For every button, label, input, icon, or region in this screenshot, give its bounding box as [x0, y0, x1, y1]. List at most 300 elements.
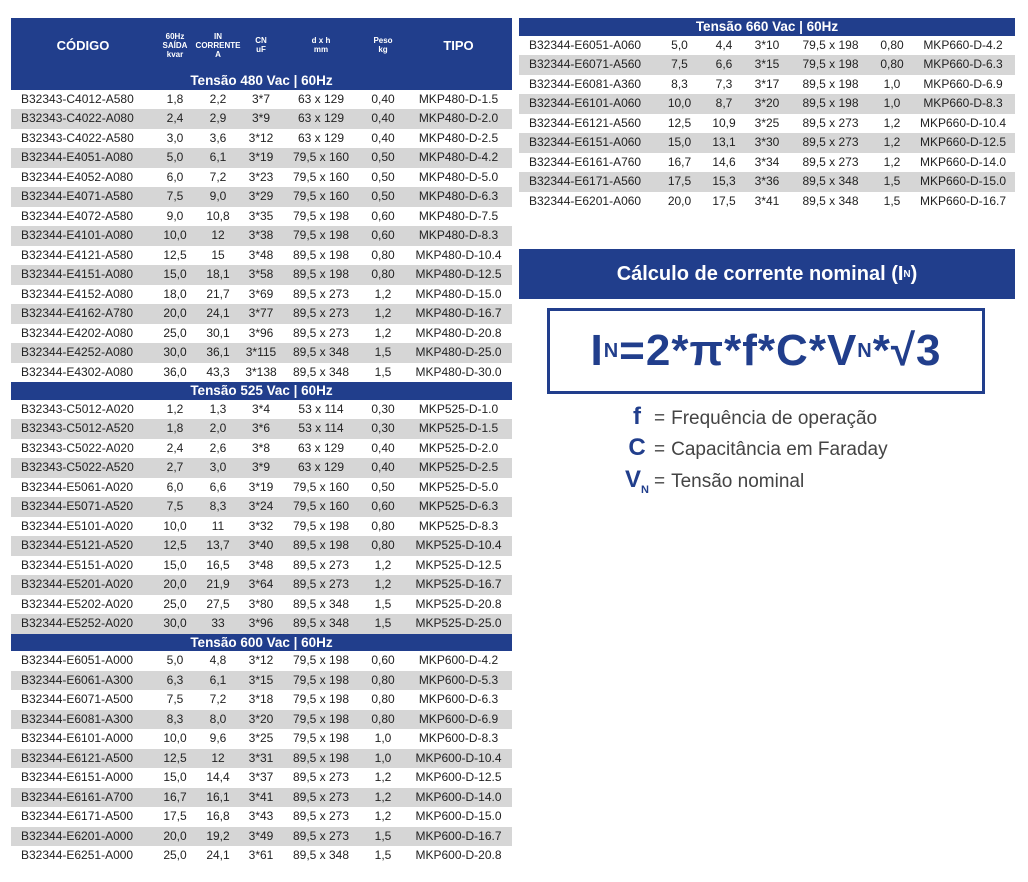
table-cell: B32344-E6161-A700 [21, 789, 134, 804]
table-cell: 15,3 [712, 174, 736, 188]
table-cell: 79,5 x 160 [292, 479, 350, 494]
table-cell: B32343-C4012-A580 [21, 91, 134, 106]
table-cell: 3*64 [248, 577, 274, 591]
table-cell: 0,30 [371, 421, 395, 435]
table-row [11, 419, 512, 439]
table-cell: 3*12 [248, 130, 274, 145]
table-cell: 53 x 114 [298, 421, 344, 435]
table-cell: 1,0 [883, 96, 901, 110]
table-cell: 15 [211, 247, 225, 262]
table-cell: 6,1 [209, 672, 227, 687]
table-cell: B32344-E6071-A560 [529, 57, 642, 71]
table-cell: 3*32 [248, 518, 274, 533]
table-cell: 79,5 x 198 [292, 228, 350, 242]
table-row [11, 187, 512, 207]
table-cell: MKP600-D-6.3 [418, 692, 499, 706]
table-row [519, 36, 1015, 56]
table-cell: MKP525-D-5.0 [418, 479, 499, 494]
table-cell: 15,0 [163, 770, 187, 784]
table-cell: B32344-E5151-A020 [21, 557, 134, 572]
table-row [11, 788, 512, 808]
table-row [11, 729, 512, 749]
table-row [11, 246, 512, 266]
table-cell: 79,5 x 198 [802, 57, 859, 71]
table-cell: 0,40 [371, 130, 395, 145]
table-cell: 3*58 [248, 267, 274, 281]
table-row [11, 168, 512, 188]
header-kvar: 60Hz SAÍDA kvar [162, 31, 188, 59]
table-cell: 89,5 x 273 [292, 286, 350, 301]
table-cell: 8,3 [671, 76, 688, 91]
table-cell: 3*9 [251, 111, 271, 125]
table-row [519, 75, 1015, 95]
table-cell: MKP660-D-12.5 [919, 135, 1007, 149]
table-cell: MKP480-D-15.0 [415, 286, 502, 301]
table-cell: 79,5 x 160 [292, 150, 350, 164]
table-cell: 89,5 x 348 [802, 193, 859, 208]
rows-480 [11, 90, 512, 383]
table-cell: B32344-E4252-A080 [21, 345, 134, 359]
table-cell: B32344-E6071-A500 [21, 692, 134, 706]
table-cell: 3*36 [754, 174, 780, 188]
table-cell: 15,0 [667, 135, 692, 149]
table-cell: 21,9 [206, 577, 230, 591]
rows-660 [519, 36, 1015, 212]
table-cell: 33 [211, 616, 225, 630]
table-cell: B32343-C5022-A020 [21, 440, 134, 455]
calc-title-sub: N [903, 268, 911, 280]
table-cell: 17,5 [667, 174, 692, 188]
table-cell: 3*7 [251, 91, 271, 106]
table-cell: 0,80 [371, 267, 395, 281]
table-cell: B32344-E6121-A560 [529, 115, 642, 130]
table-cell: 8,0 [209, 711, 227, 726]
table-cell: 7,5 [671, 57, 688, 71]
table-cell: 36,0 [163, 364, 187, 379]
table-cell: MKP660-D-15.0 [919, 174, 1007, 188]
table-cell: 1,8 [166, 421, 184, 435]
table-cell: 1,0 [374, 731, 392, 745]
table-cell: MKP480-D-4.2 [418, 150, 499, 164]
table-cell: B32344-E4202-A080 [21, 325, 134, 340]
table-cell: 20,0 [163, 306, 187, 320]
table-cell: 0,80 [880, 57, 904, 71]
table-row [11, 207, 512, 227]
table-cell: 21,7 [206, 286, 230, 301]
table-cell: 89,5 x 198 [292, 750, 350, 765]
table-cell: 7,2 [209, 692, 227, 706]
table-cell: 53 x 114 [298, 401, 344, 416]
table-cell: 2,6 [209, 440, 227, 455]
table-cell: MKP660-D-6.3 [923, 57, 1003, 71]
table-cell: 6,0 [166, 169, 184, 184]
table-cell: 3*29 [248, 189, 274, 203]
table-row [11, 595, 512, 615]
table-cell: 63 x 129 [297, 130, 345, 145]
table-cell: 9,6 [209, 731, 227, 745]
table-cell: 17,5 [712, 193, 736, 208]
table-row [11, 363, 512, 383]
table-cell: 1,5 [374, 848, 392, 862]
table-cell: MKP480-D-1.5 [418, 91, 499, 106]
table-cell: B32344-E4302-A080 [21, 364, 134, 379]
table-cell: 79,5 x 198 [292, 208, 350, 223]
table-cell: 0,60 [371, 653, 395, 667]
table-row [11, 109, 512, 129]
calc-title-end: ) [910, 262, 918, 285]
table-cell: 1,2 [374, 770, 392, 784]
table-cell: 1,2 [374, 809, 392, 823]
table-row [11, 556, 512, 576]
table-cell: MKP480-D-30.0 [415, 364, 502, 379]
table-cell: 3*19 [248, 150, 274, 164]
table-cell: B32344-E5101-A020 [21, 518, 134, 533]
table-cell: B32343-C5022-A520 [21, 460, 134, 474]
section-525: Tensão 525 Vac | 60Hz [11, 382, 512, 400]
table-row [11, 458, 512, 478]
table-cell: 8,3 [209, 499, 227, 513]
table-cell: MKP600-D-20.8 [415, 848, 502, 862]
table-row [519, 192, 1015, 212]
table-cell: 3*19 [248, 479, 274, 494]
table-cell: 36,1 [206, 345, 230, 359]
table-cell: B32344-E6161-A760 [529, 154, 642, 169]
table-cell: MKP525-D-10.4 [415, 538, 502, 552]
table-cell: 0,60 [371, 499, 395, 513]
table-cell: 0,60 [371, 208, 395, 223]
legend-symbol: f [633, 403, 641, 430]
table-cell: 3*48 [248, 557, 274, 572]
table-cell: 3*40 [248, 538, 274, 552]
section-600: Tensão 600 Vac | 60Hz [11, 634, 512, 652]
table-cell: 89,5 x 273 [292, 577, 350, 591]
table-row [11, 768, 512, 788]
legend-symbol: $V_N$ [625, 466, 649, 496]
table-cell: 3*96 [248, 616, 274, 630]
table-row [519, 133, 1015, 153]
table-cell: MKP480-D-12.5 [415, 267, 502, 281]
table-cell: 10,9 [712, 115, 736, 130]
table-cell: MKP480-D-25.0 [415, 345, 502, 359]
table-cell: 7,5 [166, 692, 184, 706]
table-cell: MKP600-D-6.9 [418, 711, 499, 726]
table-cell: 20,0 [667, 193, 692, 208]
table-cell: 1,2 [883, 154, 901, 169]
table-cell: 3*12 [248, 653, 274, 667]
table-row [11, 304, 512, 324]
table-cell: MKP600-D-8.3 [418, 731, 499, 745]
formula-mid: =2*π*f*C*V [619, 326, 858, 375]
table-cell: 12,5 [163, 750, 187, 765]
table-row [11, 807, 512, 827]
table-cell: 63 x 129 [297, 440, 345, 455]
table-cell: 89,5 x 348 [292, 364, 350, 379]
table-cell: MKP660-D-10.4 [919, 115, 1007, 130]
legend-text: Capacitância em Faraday [671, 439, 888, 460]
table-cell: 89,5 x 273 [802, 135, 859, 149]
table-cell: MKP600-D-4.2 [418, 653, 499, 667]
table-cell: 79,5 x 198 [292, 518, 350, 533]
table-cell: B32344-E5202-A020 [21, 596, 134, 611]
table-row [11, 690, 512, 710]
table-cell: B32344-E4152-A080 [21, 286, 134, 301]
table-cell: 27,5 [206, 596, 230, 611]
table-cell: B32344-E6101-A000 [21, 731, 134, 745]
table-cell: 1,8 [166, 91, 184, 106]
table-cell: MKP480-D-20.8 [415, 325, 502, 340]
table-cell: 18,1 [206, 267, 230, 281]
table-cell: 3,6 [209, 130, 227, 145]
table-cell: 3,0 [209, 460, 227, 474]
header-codigo: CÓDIGO [56, 37, 110, 53]
table-row [11, 343, 512, 363]
table-cell: 14,4 [206, 770, 230, 784]
table-cell: 9,0 [209, 189, 227, 203]
table-cell: 3*43 [248, 809, 274, 823]
table-cell: 17,5 [163, 809, 187, 823]
table-cell: MKP480-D-16.7 [415, 306, 502, 320]
table-cell: 5,0 [671, 37, 688, 52]
table-cell: 10,0 [163, 228, 187, 242]
table-cell: B32344-E6151-A060 [529, 135, 642, 149]
table-row [11, 710, 512, 730]
table-cell: 10,0 [667, 96, 692, 110]
table-cell: 8,3 [166, 711, 184, 726]
table-cell: 3*69 [248, 286, 274, 301]
table-cell: 16,7 [163, 789, 187, 804]
table-row [11, 324, 512, 344]
table-cell: 4,8 [209, 653, 227, 667]
table-cell: 18,0 [163, 286, 187, 301]
table-cell: 3*18 [248, 692, 274, 706]
table-cell: 0,80 [371, 711, 395, 726]
header-corrente: IN CORRENTE A [195, 31, 241, 59]
legend-text: Frequência de operação [671, 408, 878, 429]
table-cell: 12 [211, 228, 225, 242]
table-cell: 1,3 [209, 401, 227, 416]
table-cell: 25,0 [163, 848, 187, 862]
legend-equals: = [654, 408, 666, 429]
table-cell: B32344-E4162-A780 [21, 306, 134, 320]
table-cell: 1,5 [883, 193, 901, 208]
table-cell: 0,40 [371, 91, 395, 106]
table-cell: 3*34 [754, 154, 780, 169]
calc-title-banner [519, 249, 1015, 299]
table-row [11, 749, 512, 769]
table-cell: MKP480-D-2.5 [418, 130, 499, 145]
table-cell: B32344-E6171-A560 [529, 174, 642, 188]
table-cell: 89,5 x 273 [292, 789, 350, 804]
table-cell: B32344-E5201-A020 [21, 577, 134, 591]
table-cell: 63 x 129 [297, 111, 345, 125]
table-cell: 0,80 [371, 247, 395, 262]
table-cell: MKP600-D-12.5 [415, 770, 502, 784]
table-cell: B32344-E6101-A060 [529, 96, 642, 110]
table-cell: MKP525-D-6.3 [418, 499, 499, 513]
table-row [11, 478, 512, 498]
table-cell: B32344-E4101-A080 [21, 228, 134, 242]
table-cell: 12 [211, 750, 225, 765]
table-cell: MKP525-D-20.8 [415, 596, 502, 611]
table-cell: B32344-E6201-A000 [21, 828, 134, 843]
table-cell: 3*48 [248, 247, 274, 262]
table-cell: 3*20 [754, 96, 780, 110]
table-row [11, 517, 512, 537]
table-cell: 0,80 [371, 692, 395, 706]
table-cell: B32344-E5061-A020 [21, 479, 134, 494]
table-cell: 3*96 [248, 325, 274, 340]
table-cell: B32344-E4051-A080 [21, 150, 134, 164]
table-cell: 89,5 x 273 [292, 306, 350, 320]
table-cell: 3,0 [166, 130, 184, 145]
table-cell: 63 x 129 [297, 91, 345, 106]
table-cell: 89,5 x 198 [292, 247, 350, 262]
table-cell: MKP480-D-7.5 [418, 208, 499, 223]
table-cell: 89,5 x 273 [292, 828, 350, 843]
table-cell: MKP525-D-8.3 [418, 518, 499, 533]
table-cell: 3*138 [245, 364, 277, 379]
table-cell: MKP660-D-8.3 [923, 96, 1003, 110]
legend-item-f [620, 403, 877, 433]
rows-525 [11, 400, 512, 634]
table-cell: B32344-E5252-A020 [21, 616, 134, 630]
table-cell: 0,50 [371, 169, 395, 184]
table-cell: 3*24 [248, 499, 274, 513]
table-cell: B32344-E6051-A000 [21, 653, 134, 667]
table-cell: MKP525-D-25.0 [415, 616, 502, 630]
table-cell: 89,5 x 273 [292, 770, 350, 784]
table-row [11, 265, 512, 285]
table-cell: 1,2 [883, 135, 901, 149]
table-row [519, 55, 1015, 75]
table-cell: 3*6 [251, 421, 271, 435]
table-cell: 3*30 [754, 135, 780, 149]
table-cell: 89,5 x 348 [292, 616, 350, 630]
table-cell: 89,5 x 273 [292, 809, 350, 823]
table-cell: 6,0 [166, 479, 184, 494]
table-cell: 0,80 [371, 538, 395, 552]
table-cell: 89,5 x 348 [292, 596, 350, 611]
table-cell: 5,0 [166, 150, 184, 164]
table-cell: 43,3 [206, 364, 230, 379]
table-cell: 3*35 [248, 208, 274, 223]
table-row [11, 536, 512, 556]
table-cell: 16,8 [206, 809, 230, 823]
table-cell: MKP660-D-16.7 [919, 193, 1007, 208]
section-660: Tensão 660 Vac | 60Hz [519, 18, 1015, 36]
table-cell: B32344-E5121-A520 [21, 538, 134, 552]
header-cn: CN uF [255, 36, 267, 54]
table-cell: 3*23 [248, 169, 274, 184]
table-cell: MKP660-D-6.9 [923, 76, 1003, 91]
table-cell: 89,5 x 273 [292, 557, 350, 572]
formula-i: I [590, 326, 604, 375]
table-cell: MKP600-D-14.0 [415, 789, 502, 804]
table-cell: 63 x 129 [297, 460, 345, 474]
legend-text: Tensão nominal [671, 471, 805, 492]
table-cell: 9,0 [166, 208, 184, 223]
table-cell: 3*37 [248, 770, 274, 784]
table-cell: 16,1 [206, 789, 230, 804]
table-cell: B32343-C5012-A520 [21, 421, 134, 435]
legend-equals: = [654, 439, 666, 460]
formula-i-sub: N [603, 339, 620, 362]
table-cell: 13,1 [712, 135, 736, 149]
table-cell: 1,2 [166, 401, 184, 416]
table-cell: MKP660-D-14.0 [919, 154, 1007, 169]
table-cell: 7,2 [209, 169, 227, 184]
table-cell: 1,2 [374, 325, 392, 340]
table-cell: 1,2 [374, 286, 392, 301]
table-cell: 3*25 [248, 731, 274, 745]
table-cell: 6,6 [209, 479, 227, 494]
table-cell: B32344-E6051-A060 [529, 37, 642, 52]
table-cell: 6,1 [209, 150, 227, 164]
table-cell: B32343-C4022-A580 [21, 130, 134, 145]
table-cell: 30,0 [163, 345, 187, 359]
table-cell: 79,5 x 160 [292, 499, 350, 513]
table-cell: B32344-E6201-A060 [529, 193, 642, 208]
table-cell: MKP600-D-15.0 [415, 809, 502, 823]
table-cell: 1,5 [374, 828, 392, 843]
table-cell: MKP600-D-5.3 [418, 672, 499, 687]
header-dxh: d x h mm [311, 36, 331, 54]
formula-v-sub: N [857, 339, 873, 362]
table-cell: 3*17 [754, 76, 780, 91]
table-cell: B32344-E6081-A360 [529, 76, 642, 91]
table-cell: 0,40 [371, 440, 395, 455]
table-header [11, 18, 512, 72]
table-cell: 2,0 [209, 421, 227, 435]
table-cell: MKP480-D-10.4 [415, 247, 502, 262]
table-cell: B32344-E4151-A080 [21, 267, 134, 281]
table-cell: 3*25 [754, 115, 780, 130]
header-tipo: TIPO [443, 37, 474, 53]
table-cell: 79,5 x 198 [802, 37, 859, 52]
table-cell: 1,2 [374, 577, 392, 591]
table-cell: MKP600-D-10.4 [415, 750, 502, 765]
table-row [519, 172, 1015, 192]
table-cell: 30,1 [206, 325, 230, 340]
table-cell: 79,5 x 198 [292, 731, 350, 745]
table-cell: MKP525-D-12.5 [415, 557, 502, 572]
table-cell: MKP525-D-1.5 [418, 421, 499, 435]
formula-end: *√3 [872, 326, 942, 375]
section-480: Tensão 480 Vac | 60Hz [11, 72, 512, 90]
table-cell: 3*38 [248, 228, 274, 242]
table-cell: 6,3 [166, 672, 184, 687]
table-row [519, 94, 1015, 114]
table-row [11, 439, 512, 459]
table-cell: 1,2 [374, 557, 392, 572]
table-cell: 15,0 [163, 557, 187, 572]
table-row [11, 226, 512, 246]
table-cell: 3*4 [251, 401, 271, 416]
table-cell: 2,4 [166, 111, 184, 125]
table-cell: 89,5 x 348 [292, 848, 350, 862]
table-cell: 0,50 [371, 479, 395, 494]
table-row [11, 651, 512, 671]
table-cell: MKP480-D-6.3 [418, 189, 499, 203]
table-cell: 3*10 [754, 37, 780, 52]
table-cell: 0,40 [371, 460, 395, 474]
table-cell: 89,5 x 198 [292, 267, 350, 281]
table-cell: 3*31 [248, 750, 274, 765]
table-cell: 1,5 [883, 174, 901, 188]
table-cell: B32344-E6081-A300 [21, 711, 134, 726]
table-cell: B32344-E6061-A300 [21, 672, 134, 687]
left-spec-table [11, 18, 512, 866]
